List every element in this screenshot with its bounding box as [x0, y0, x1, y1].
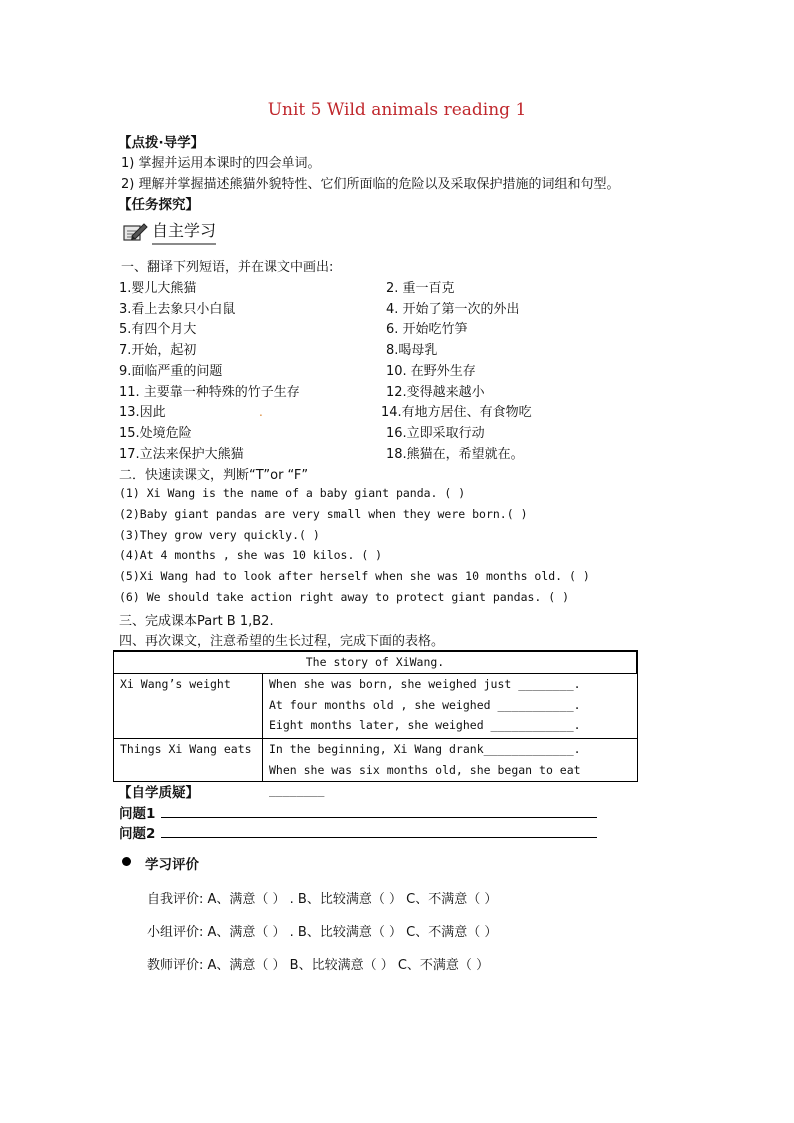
phrase-item: 9.面临严重的问题: [119, 364, 223, 379]
part4-heading: 四、再次课文，注意希望的生长过程，完成下面的表格。: [119, 634, 445, 649]
tf-item: (2)Baby giant pandas are very small when they were born.( ): [119, 507, 528, 521]
phrase-item: 8.喝母乳: [386, 343, 438, 358]
phrase-item: 16.立即采取行动: [386, 426, 485, 441]
part3-heading: 三、完成课本Part B 1,B2.: [119, 614, 274, 629]
table-line: Eight months later, she weighed ____________.: [269, 718, 581, 732]
phrase-item: 17.立法来保护大熊猫: [119, 447, 244, 462]
section-guide-heading: 【点拨·导学】: [118, 135, 205, 151]
phrase-item: 14.有地方居住、有食物吃: [381, 405, 532, 420]
phrase-item: 3.看上去象只小白鼠: [119, 301, 236, 317]
table-line: When she was six months old, she began to eat ________: [269, 762, 581, 797]
part1-heading: 一、翻译下列短语，并在课文中画出:: [121, 260, 334, 275]
tf-item: (6) We should take action right away to protect giant pandas. ( ): [119, 590, 570, 604]
row-label: Xi Wang’s weight: [120, 677, 231, 691]
row-label: Things Xi Wang eats: [120, 742, 252, 756]
decorative-dot: .: [259, 405, 263, 419]
answer-line-1[interactable]: [161, 817, 597, 818]
evaluation-row: 自我评价: A、满意（ ） . B、比较满意（ ） C、不满意（ ）: [147, 892, 498, 907]
phrase-item: 1.婴儿大熊猫: [119, 281, 197, 296]
phrase-item: 13.因此: [119, 405, 166, 420]
tf-item: (5)Xi Wang had to look after herself when she was 10 months old. ( ): [119, 569, 590, 583]
phrase-item: 7.开始，起初: [119, 343, 197, 358]
guide-item-1: 1) 掌握并运用本课时的四会单词。: [121, 156, 321, 171]
phrase-item: 2. 重一百克: [386, 281, 455, 296]
answer-line-2[interactable]: [161, 837, 597, 838]
self-study-badge: [122, 218, 216, 245]
section-task-heading: 【任务探究】: [118, 197, 199, 213]
table-row: [114, 674, 638, 739]
bullet-icon: [122, 857, 131, 866]
table-line: At four months old , she weighed ___________.: [269, 697, 581, 712]
tf-item: (4)At 4 months , she was 10 kilos. ( ): [119, 548, 383, 562]
tf-item: (1) Xi Wang is the name of a baby giant panda. ( ): [119, 486, 466, 500]
tf-item: (3)They grow very quickly.( ): [119, 527, 320, 542]
phrase-item: 15.处境危险: [119, 426, 192, 441]
evaluation-row: 教师评价: A、满意（ ） B、比较满意（ ） C、不满意（ ）: [147, 958, 490, 973]
question-label-2: 问题2: [119, 826, 156, 842]
phrase-item: 5.有四个月大: [119, 322, 197, 337]
question-label-1: 问题1: [119, 806, 156, 822]
pencil-paper-icon: [122, 221, 148, 243]
self-study-label: 自主学习: [152, 218, 216, 245]
evaluation-heading: 学习评价: [145, 857, 199, 873]
phrase-item: 18.熊猫在，希望就在。: [386, 447, 524, 462]
part2-heading: 二．快速读课文，判断“T”or “F”: [119, 468, 309, 483]
phrase-item: 12.变得越来越小: [386, 384, 485, 400]
table-line: In the beginning, Xi Wang drank_____________.: [269, 742, 581, 756]
evaluation-row: 小组评价: A、满意（ ） . B、比较满意（ ） C、不满意（ ）: [147, 925, 498, 940]
phrase-item: 11. 主要靠一种特殊的竹子生存: [119, 384, 300, 400]
table-line: When she was born, she weighed just ________.: [269, 677, 581, 691]
table-caption: The story of XiWang.: [114, 651, 638, 674]
phrase-item: 4. 开始了第一次的外出: [386, 301, 520, 317]
phrase-item: 6. 开始吃竹笋: [386, 322, 468, 337]
section-question-heading: 【自学质疑】: [118, 785, 199, 801]
phrase-item: 10. 在野外生存: [386, 364, 476, 379]
guide-item-2: 2) 理解并掌握描述熊猫外貌特性、它们所面临的危险以及采取保护措施的词组和句型。: [121, 177, 620, 192]
table-row: [114, 739, 638, 782]
page-title: Unit 5 Wild animals reading 1: [267, 100, 527, 120]
